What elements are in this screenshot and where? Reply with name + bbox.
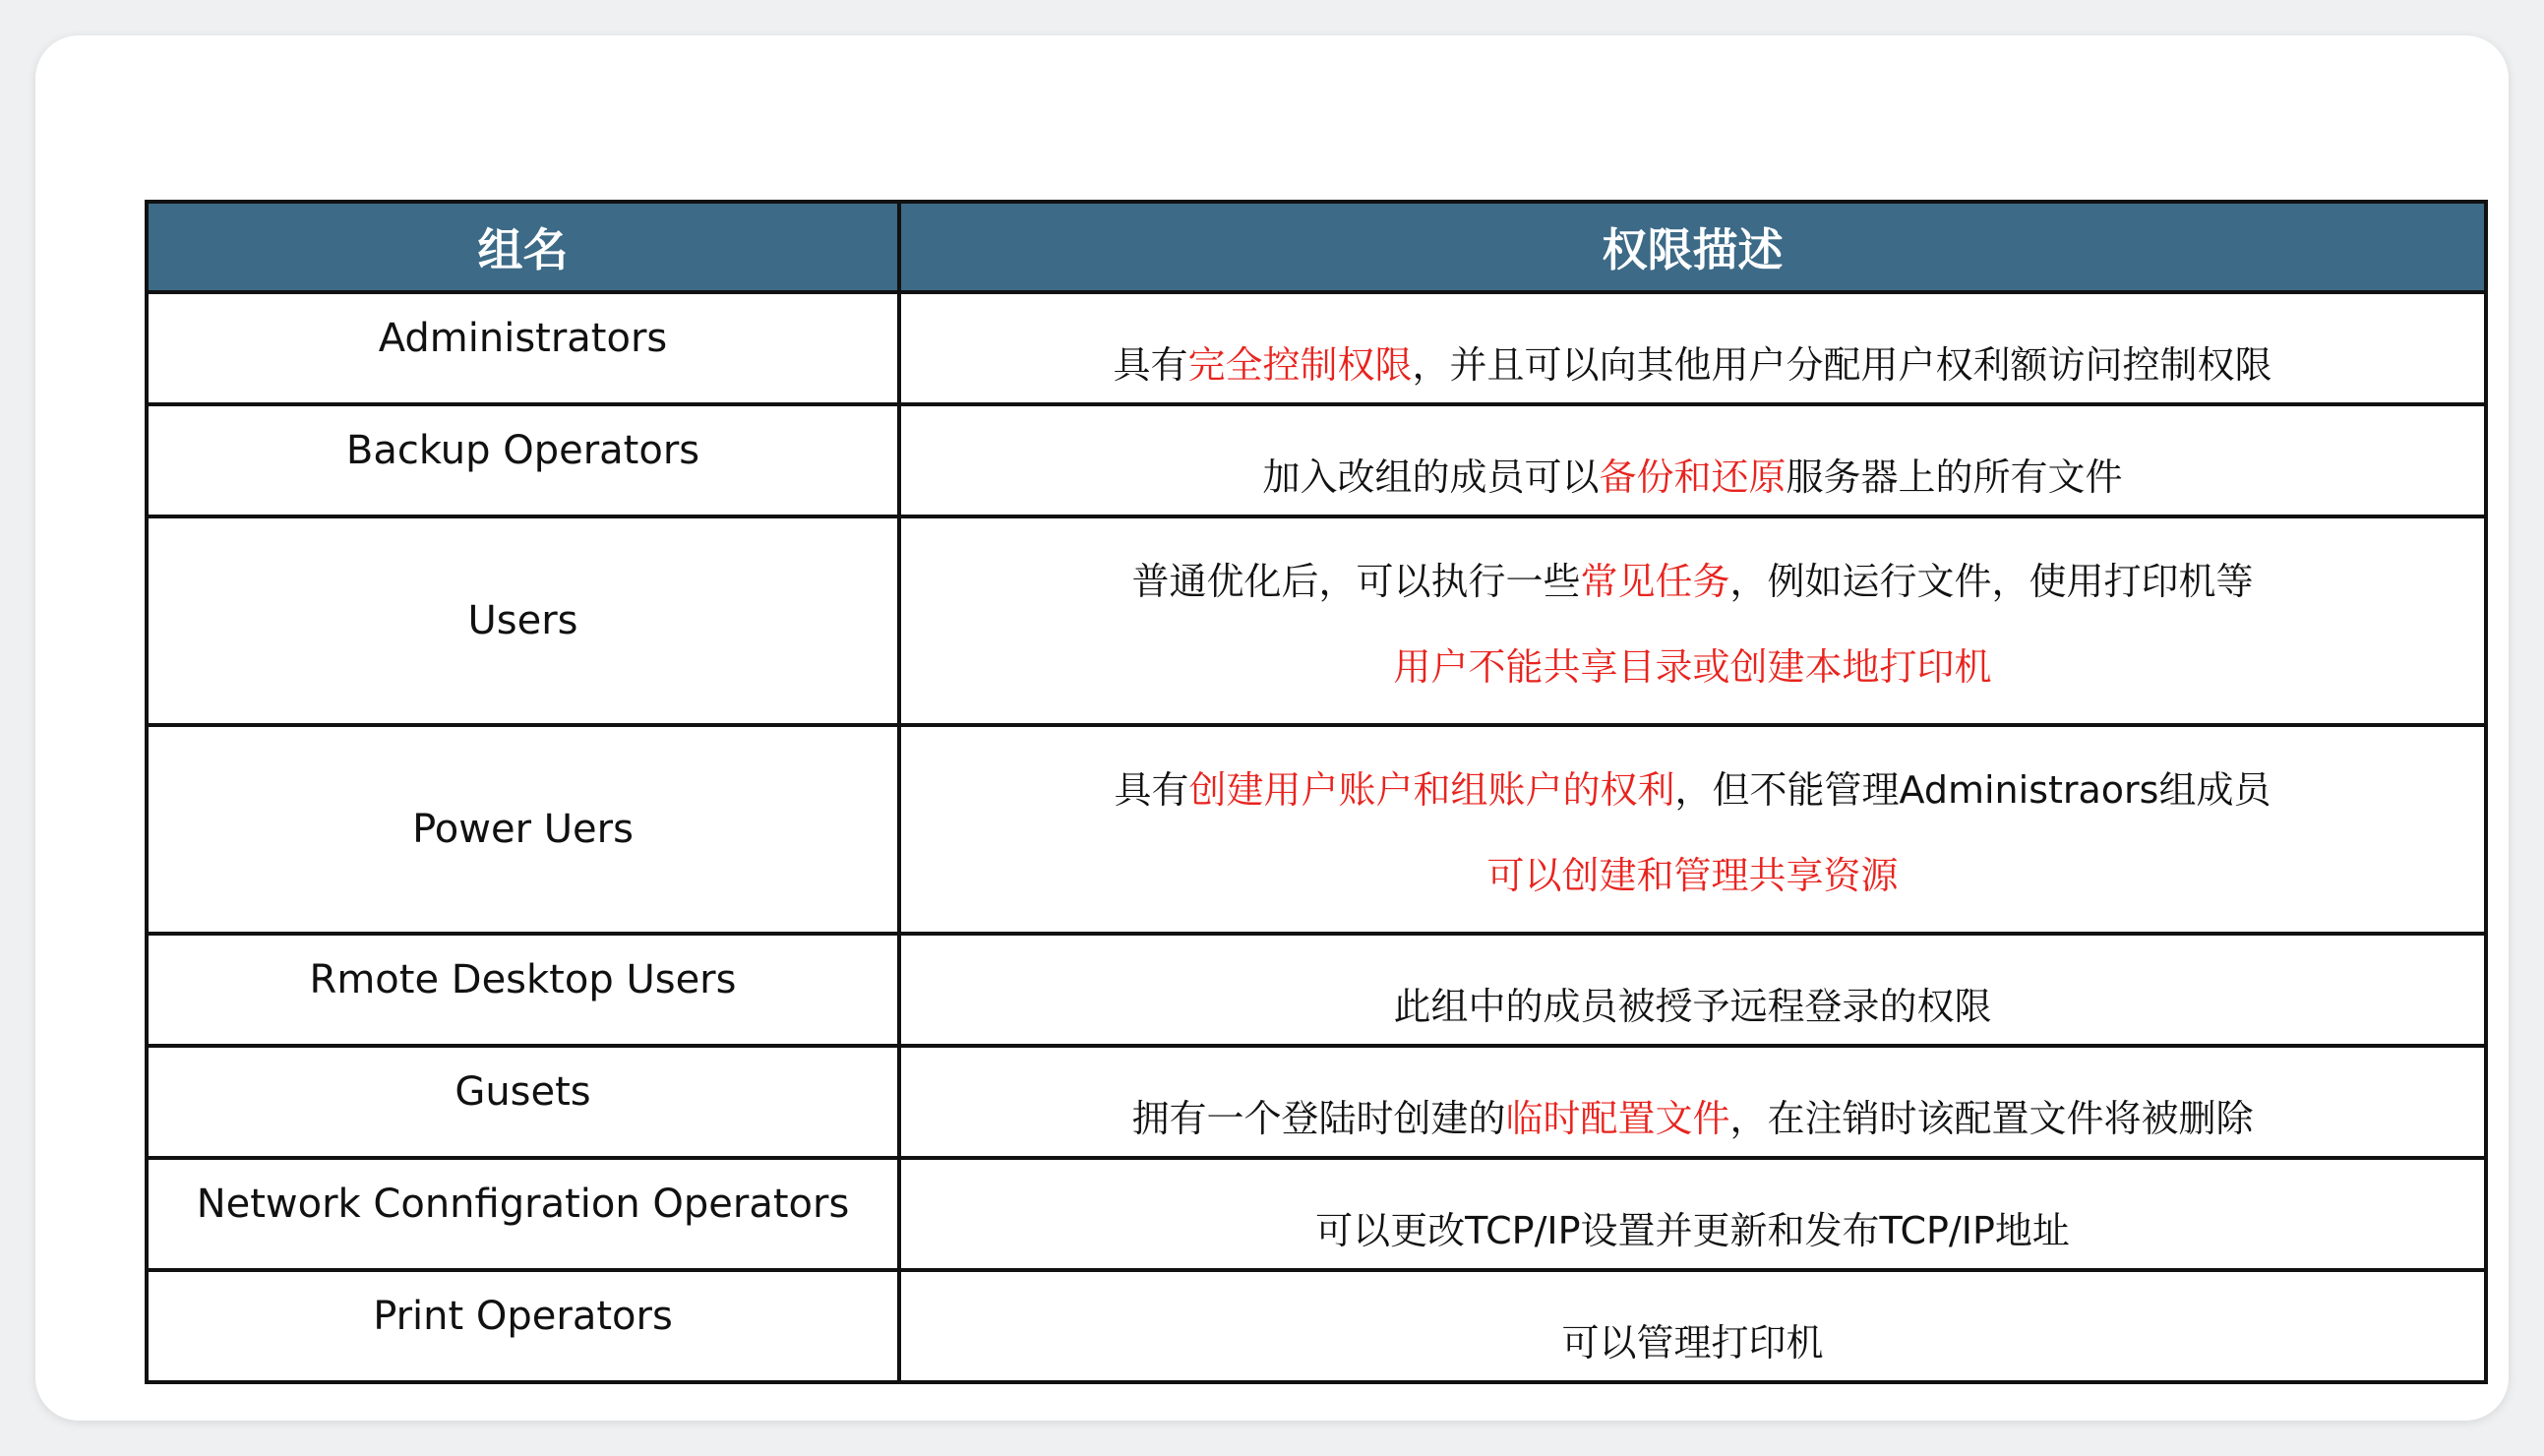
highlighted-text: 常见任务 (1580, 559, 1730, 603)
group-name-cell (149, 294, 901, 402)
highlighted-text: 临时配置文件 (1505, 1097, 1730, 1140)
highlighted-text: 用户不能共享目录或创建本地打印机 (1393, 645, 1992, 690)
table-row (149, 294, 2484, 406)
desc-text: 可以更改TCP/IP设置并更新和发布TCP/IP地址 (1315, 1209, 2070, 1252)
highlighted-text: 完全控制权限 (1187, 343, 1413, 387)
group-name-cell (149, 518, 901, 723)
permission-desc-line (1113, 334, 2271, 389)
desc-text: ，但不能管理Administraors组成员 (1674, 767, 2271, 812)
permission-desc-line (1262, 447, 2122, 501)
permission-desc-cell (901, 936, 2484, 1044)
highlighted-text: 可以创建和管理共享资源 (1486, 854, 1899, 898)
group-name-cell (149, 1160, 901, 1268)
table-row (149, 936, 2484, 1048)
table-body (149, 294, 2484, 1380)
permission-desc-line (1561, 1312, 1823, 1366)
table-header (149, 204, 2484, 294)
permission-desc-cell (901, 1048, 2484, 1156)
desc-text: 普通优化后，可以执行一些 (1131, 559, 1581, 603)
permission-desc-cell (901, 518, 2484, 723)
desc-text: 加入改组的成员可以 (1262, 455, 1600, 499)
desc-text: 此组中的成员被授予远程登录的权限 (1393, 985, 1992, 1028)
desc-text: 具有 (1114, 767, 1189, 812)
group-name: Administrators (378, 316, 668, 361)
group-name-cell (149, 1272, 901, 1380)
permission-desc-line (1315, 1200, 2070, 1254)
table-row (149, 1160, 2484, 1272)
permission-desc-line (1393, 637, 1991, 691)
permission-desc-cell (901, 1272, 2484, 1380)
group-permissions-table (145, 200, 2488, 1384)
group-name: Backup Operators (345, 428, 700, 473)
desc-text: ，在注销时该配置文件将被删除 (1729, 1097, 2254, 1140)
group-name-cell (149, 727, 901, 932)
table-row (149, 727, 2484, 936)
permission-desc-cell (901, 727, 2484, 932)
group-name: Network Connfigration Operators (196, 1182, 850, 1227)
table-row (149, 406, 2484, 518)
group-name: Gusets (454, 1069, 591, 1115)
header-group-name: 组名 (149, 204, 901, 290)
content-card (35, 35, 2509, 1421)
permission-desc-cell (901, 406, 2484, 515)
table-row (149, 1272, 2484, 1380)
group-name: Users (467, 598, 578, 643)
header-permission-desc: 权限描述 (1602, 223, 1784, 276)
desc-text: ，例如运行文件，使用打印机等 (1729, 559, 2254, 603)
group-name-cell (149, 936, 901, 1044)
group-name: Power Uers (412, 807, 634, 852)
permission-desc-cell (901, 1160, 2484, 1268)
desc-text: 可以管理打印机 (1561, 1321, 1824, 1365)
group-name: Rmote Desktop Users (309, 957, 737, 1002)
permission-desc-line (1486, 845, 1898, 899)
permission-desc-cell (901, 294, 2484, 402)
table-row (149, 1048, 2484, 1160)
group-name: Print Operators (373, 1294, 673, 1339)
permission-desc-line (1115, 759, 2271, 814)
group-name-cell (149, 1048, 901, 1156)
desc-text: 服务器上的所有文件 (1786, 455, 2123, 499)
permission-desc-line (1393, 976, 1991, 1030)
group-name-cell (149, 406, 901, 515)
permission-desc-line (1131, 1088, 2253, 1142)
desc-text: 具有 (1113, 343, 1188, 387)
highlighted-text: 创建用户账户和组账户的权利 (1188, 767, 1675, 812)
table-row (149, 518, 2484, 727)
permission-desc-line (1131, 551, 2253, 605)
highlighted-text: 备份和还原 (1599, 455, 1787, 499)
desc-text: ，并且可以向其他用户分配用户权利额访问控制权限 (1412, 343, 2272, 387)
desc-text: 拥有一个登陆时创建的 (1131, 1097, 1506, 1140)
